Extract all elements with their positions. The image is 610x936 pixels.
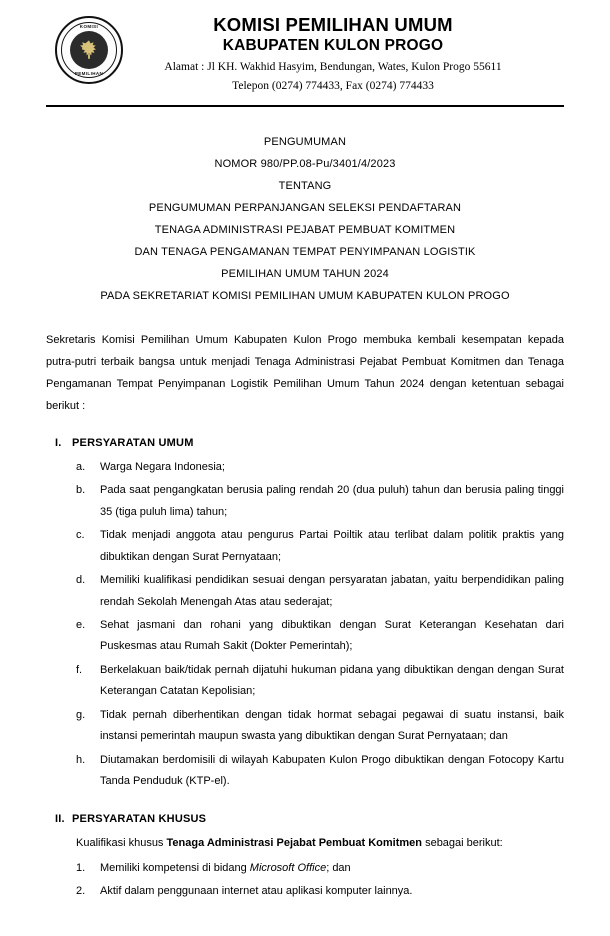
list-item [76,750,564,793]
section-number: I. [55,436,62,449]
list-marker: f. [76,663,83,676]
list-marker: b. [76,484,86,497]
list-item [76,660,564,703]
title-block [46,131,564,307]
logo-bottom-text: PEMILIHAN [74,71,104,76]
letterhead [46,14,564,101]
title-line: PADA SEKRETARIAT KOMISI PEMILIHAN UMUM KABUPATEN KULON PROGO [100,289,510,302]
list-text: Pada saat pengangkatan berusia paling rendah 20 (dua puluh) tahun dan berusia paling tinggi 35 (tiga puluh lima) tahun; [100,484,564,518]
list-item [76,525,564,568]
header-divider [46,105,564,107]
address-line-2: Telepon (0274) 774433, Fax (0274) 774433 [232,80,434,93]
title-line: TENAGA ADMINISTRASI PEJABAT PEMBUAT KOMITMEN [154,223,456,236]
title-line: PENGUMUMAN PERPANJANGAN SELEKSI PENDAFTARAN [148,201,462,214]
kpu-logo-icon [55,16,123,84]
khusus-lead-bold: Tenaga Administrasi Pejabat Pembuat Komitmen [166,836,423,849]
list-marker: c. [76,529,85,542]
khusus-lead-paragraph [46,833,564,854]
list-text: Berkelakuan baik/tidak pernah dijatuhi hukuman pidana yang dibuktikan dengan dengan Surat Keterangan Catatan Kepolisian; [100,663,564,698]
list-item [76,570,564,613]
khusus-lead-suffix: sebagai berikut: [422,836,503,849]
khusus-lead-prefix: Kualifikasi khusus [76,836,167,849]
list-text-suffix: ; dan [326,861,351,874]
list-marker: h. [76,753,86,766]
list-text: Memiliki kualifikasi pendidikan sesuai dengan persyaratan jabatan, yaitu berpendidikan paling rendah Sekolah Menengah Atas atau sederajat; [100,574,564,608]
list-text-italic: Microsoft Office [249,861,327,874]
list-marker: d. [76,574,86,587]
list-text-prefix: Memiliki kompetensi di bidang [100,861,250,874]
section-number: II. [55,812,65,825]
logo-top-text: KOMISI [79,24,99,29]
requirements-list-khusus [46,858,564,903]
region-name: KABUPATEN KULON PROGO [222,37,444,55]
list-item [76,615,564,658]
address-line-1: Alamat : Jl KH. Wakhid Hasyim, Bendungan, Wates, Kulon Progo 55611 [164,60,502,73]
list-text: Tidak menjadi anggota atau pengurus Partai Poiltik atau terlibat dalam politik praktis yang dibuktikan dengan Surat Pernyataan; [100,529,564,563]
garuda-bird-icon [78,39,100,61]
title-line: DAN TENAGA PENGAMANAN TEMPAT PENYIMPANAN LOGISTIK [134,245,476,258]
list-text-prefix: Aktif dalam penggunaan internet atau aplikasi komputer lainnya. [100,885,413,898]
title-line: PENGUMUMAN [263,135,347,148]
section-title: PERSYARATAN KHUSUS [72,812,207,825]
title-line: TENTANG [278,179,332,192]
section-title: PERSYARATAN UMUM [72,436,194,449]
list-item [76,480,564,523]
title-line: NOMOR 980/PP.08-Pu/3401/4/2023 [214,157,396,170]
institution-name: KOMISI PEMILIHAN UMUM [213,14,453,35]
section-heading-1 [46,437,564,449]
list-marker: e. [76,619,86,632]
list-item [76,457,564,478]
list-text: Tidak pernah diberhentikan dengan tidak hormat sebagai pegawai di suatu instansi, baik instansi pemerintah maupun swasta yang dibuktikan dengan Surat Pernyataan; dan [100,708,564,743]
section-persyaratan-umum [46,437,564,793]
letterhead-text [132,14,564,95]
title-line: PEMILIHAN UMUM TAHUN 2024 [221,267,389,280]
intro-paragraph: Sekretaris Komisi Pemilihan Umum Kabupaten Kulon Progo membuka kembali kesempatan kepada putra-putri terbaik bangsa untuk menjadi Tenaga Administrasi Pejabat Pembuat Komitmen dan Tenaga Pengamanan Tempat Penyimpanan Logistik Pemilihan Umum Tahun 2024 dengan ketentuan sebagai berikut : [46,333,564,412]
requirements-list-umum [46,457,564,793]
list-text [100,858,564,879]
list-text: Diutamakan berdomisili di wilayah Kabupaten Kulon Progo dibuktikan dengan Fotocopy Kartu Tanda Penduduk (KTP-el). [100,753,564,788]
list-item [76,881,564,902]
section-heading-2 [46,813,564,825]
list-marker: 2. [76,885,86,898]
list-text: Sehat jasmani dan rohani yang dibuktikan dengan Surat Keterangan Kesehatan dari Puskesmas atau Rumah Sakit (Dokter Pemerintah); [100,619,564,653]
list-marker: a. [76,460,86,473]
list-text: Warga Negara Indonesia; [100,460,225,473]
list-item [76,858,564,879]
list-marker: 1. [76,861,86,874]
list-text [100,881,564,902]
list-item [76,705,564,748]
list-marker: g. [76,708,86,721]
section-persyaratan-khusus [46,813,564,903]
logo-container [46,14,132,84]
